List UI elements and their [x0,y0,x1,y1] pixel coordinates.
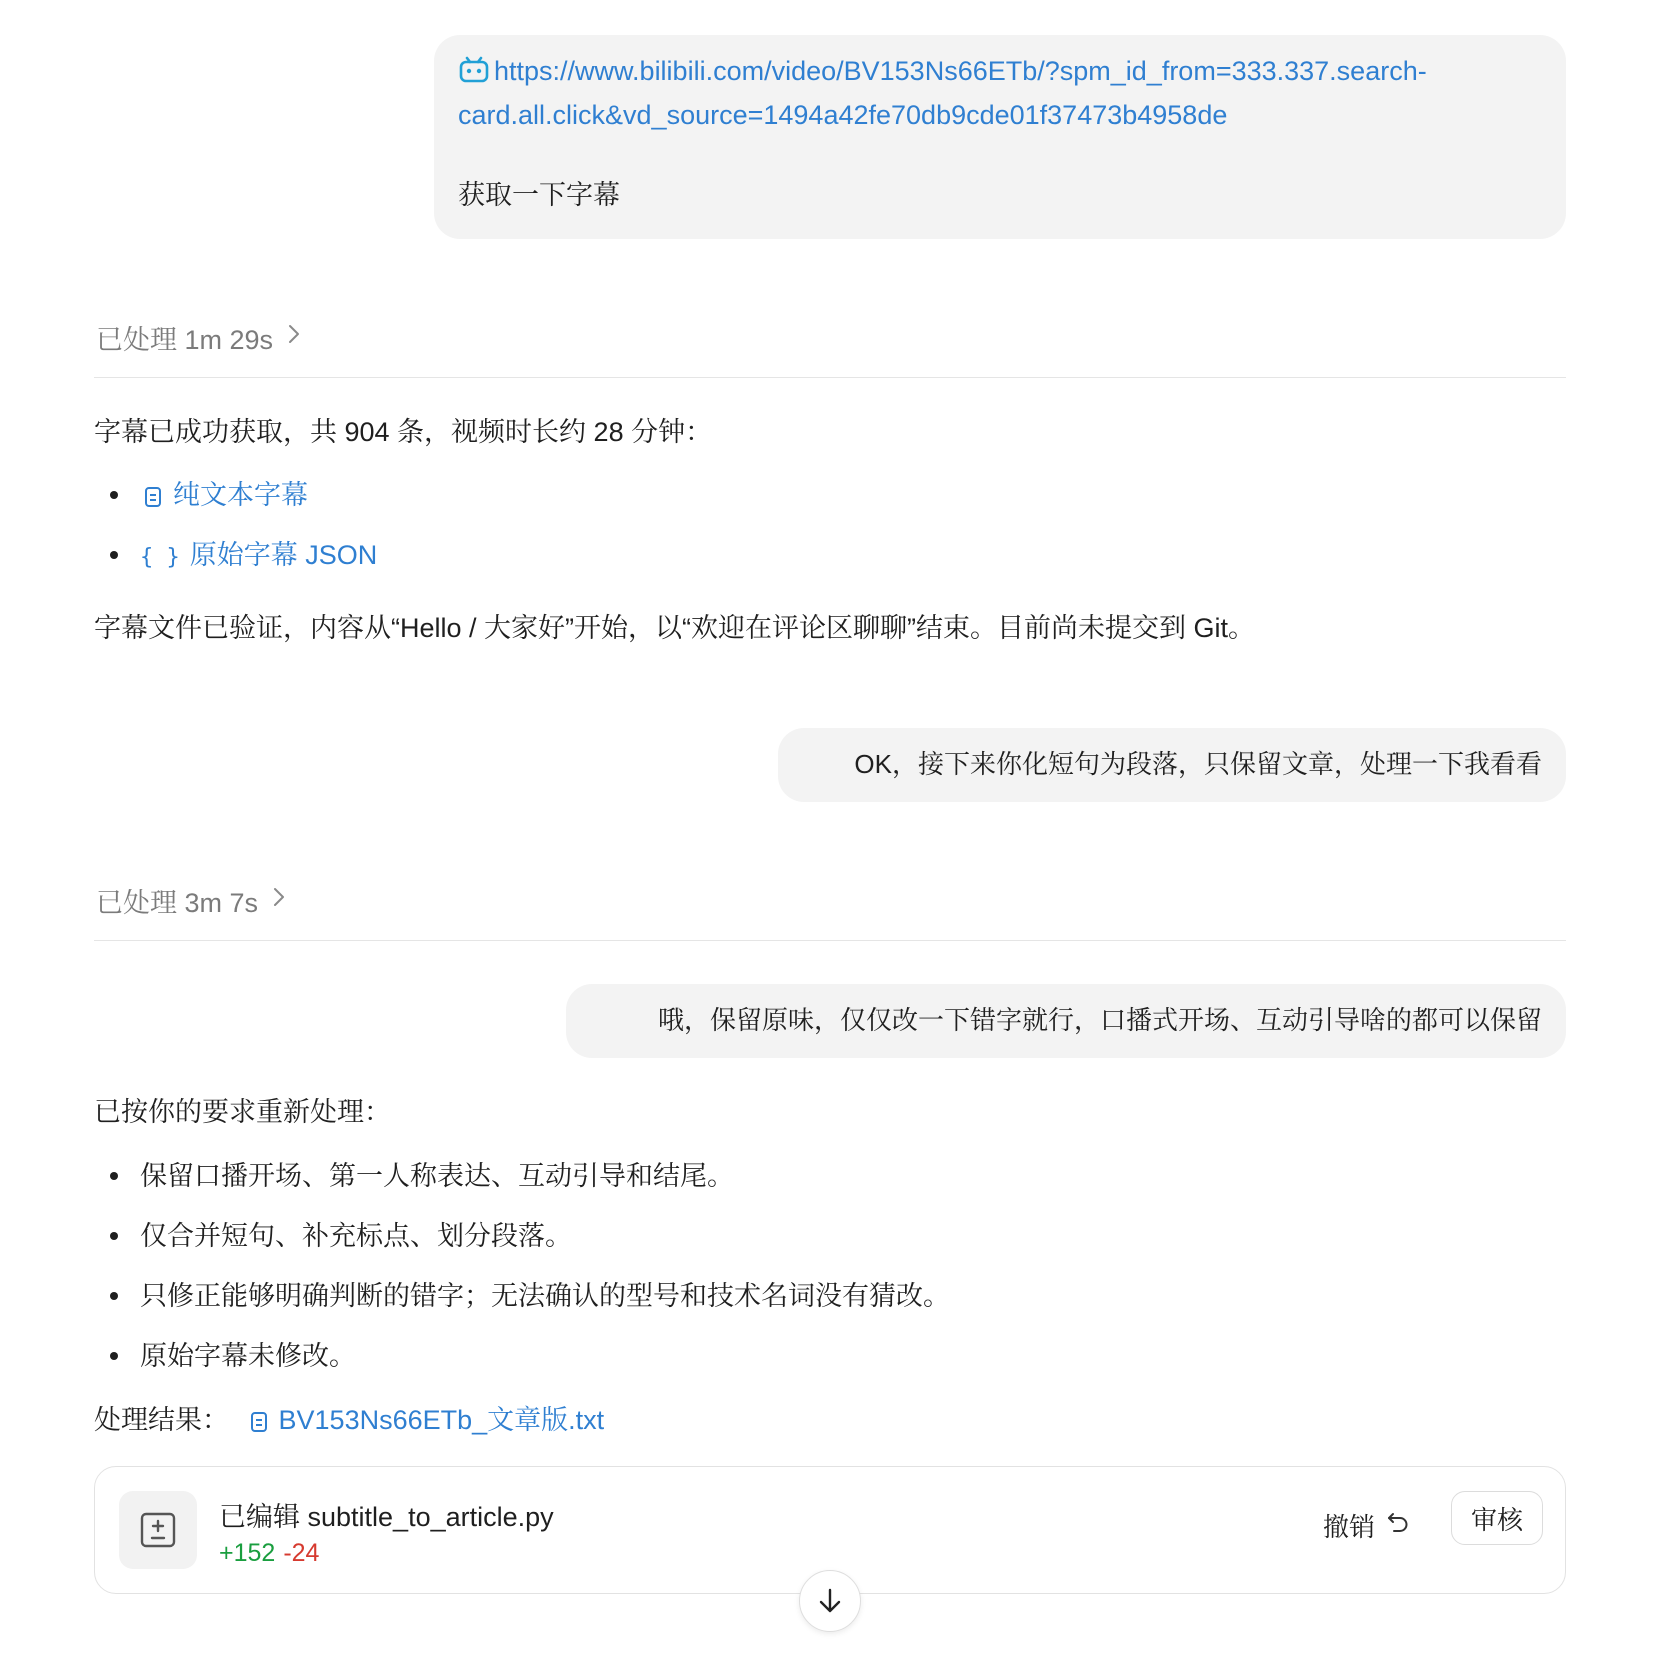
user-message-3-text: 哦，保留原味，仅仅改一下错字就行，口播式开场、互动引导啥的都可以保留 [657,1005,1542,1035]
chevron-right-icon [272,886,286,915]
processed-label-2: 已处理 3m 7s [96,888,259,918]
review-label: 审核 [1470,1504,1523,1535]
braces-icon: { } [140,545,180,570]
list-item [110,535,377,595]
assistant-2-bullet-list [110,1156,950,1396]
list-item: 原始字幕未修改。 [110,1336,950,1396]
review-button[interactable] [1451,1491,1543,1545]
diff-icon [119,1491,197,1569]
processed-label-1: 已处理 1m 29s [96,325,274,355]
file-icon [145,487,161,507]
divider-2 [94,940,1566,941]
list-item: 只修正能够明确判断的错字；无法确认的型号和技术名词没有猜改。 [110,1276,950,1336]
bilibili-icon [458,56,490,84]
file-icon [251,1412,267,1432]
result-file-name[interactable]: BV153Ns66ETb_文章版.txt [278,1405,605,1435]
processed-toggle-2[interactable] [96,881,286,920]
arrow-down-icon [815,1586,845,1616]
assistant-1-outro: 字幕文件已验证，内容从“Hello / 大家好”开始，以“欢迎在评论区聊聊”结束。目前尚未提交到 Git。 [94,613,1255,643]
chevron-right-icon [287,323,301,352]
deletions-count: -24 [283,1539,320,1567]
raw-subtitle-json-link[interactable] [140,540,377,570]
result-row [94,1400,604,1440]
undo-label: 撤销 [1323,1512,1376,1542]
list-item: 保留口播开场、第一人称表达、互动引导和结尾。 [110,1156,950,1216]
assistant-2-intro: 已按你的要求重新处理： [94,1097,391,1127]
assistant-1-link-list [110,475,377,595]
scroll-to-bottom-button[interactable] [799,1570,861,1632]
plain-subtitle-link[interactable] [145,480,308,510]
assistant-1-intro: 字幕已成功获取，共 904 条，视频时长约 28 分钟： [94,417,713,447]
undo-button[interactable] [1323,1507,1411,1544]
plain-subtitle-link-label[interactable]: 纯文本字幕 [173,480,308,510]
additions-count: +152 [219,1539,276,1567]
user-message-1-text: 获取一下字幕 [458,180,620,210]
user-message-2-text: OK，接下来你化短句为段落，只保留文章，处理一下我看看 [854,749,1542,779]
list-item [110,475,377,535]
video-url-link[interactable] [458,49,1542,93]
video-url-part-2[interactable]: card.all.click&vd_source=1494a42fe70db9cde01f37473b4958de [458,100,1228,130]
result-file-link[interactable] [251,1405,605,1435]
edit-title: 已编辑 subtitle_to_article.py [219,1502,554,1532]
divider-1 [94,377,1566,378]
user-message-2 [778,728,1566,802]
video-url-part-1[interactable]: https://www.bilibili.com/video/BV153Ns66ETb/?spm_id_from=333.337.search- [494,56,1427,86]
raw-subtitle-json-link-label[interactable]: 原始字幕 JSON [189,540,378,570]
list-item: 仅合并短句、补充标点、划分段落。 [110,1216,950,1276]
result-label: 处理结果： [94,1405,229,1435]
spacer [458,137,1542,173]
user-message-1 [434,35,1566,239]
user-message-3 [566,984,1566,1058]
diff-stats [219,1539,319,1568]
undo-icon [1385,1509,1411,1542]
processed-toggle-1[interactable] [96,318,301,357]
